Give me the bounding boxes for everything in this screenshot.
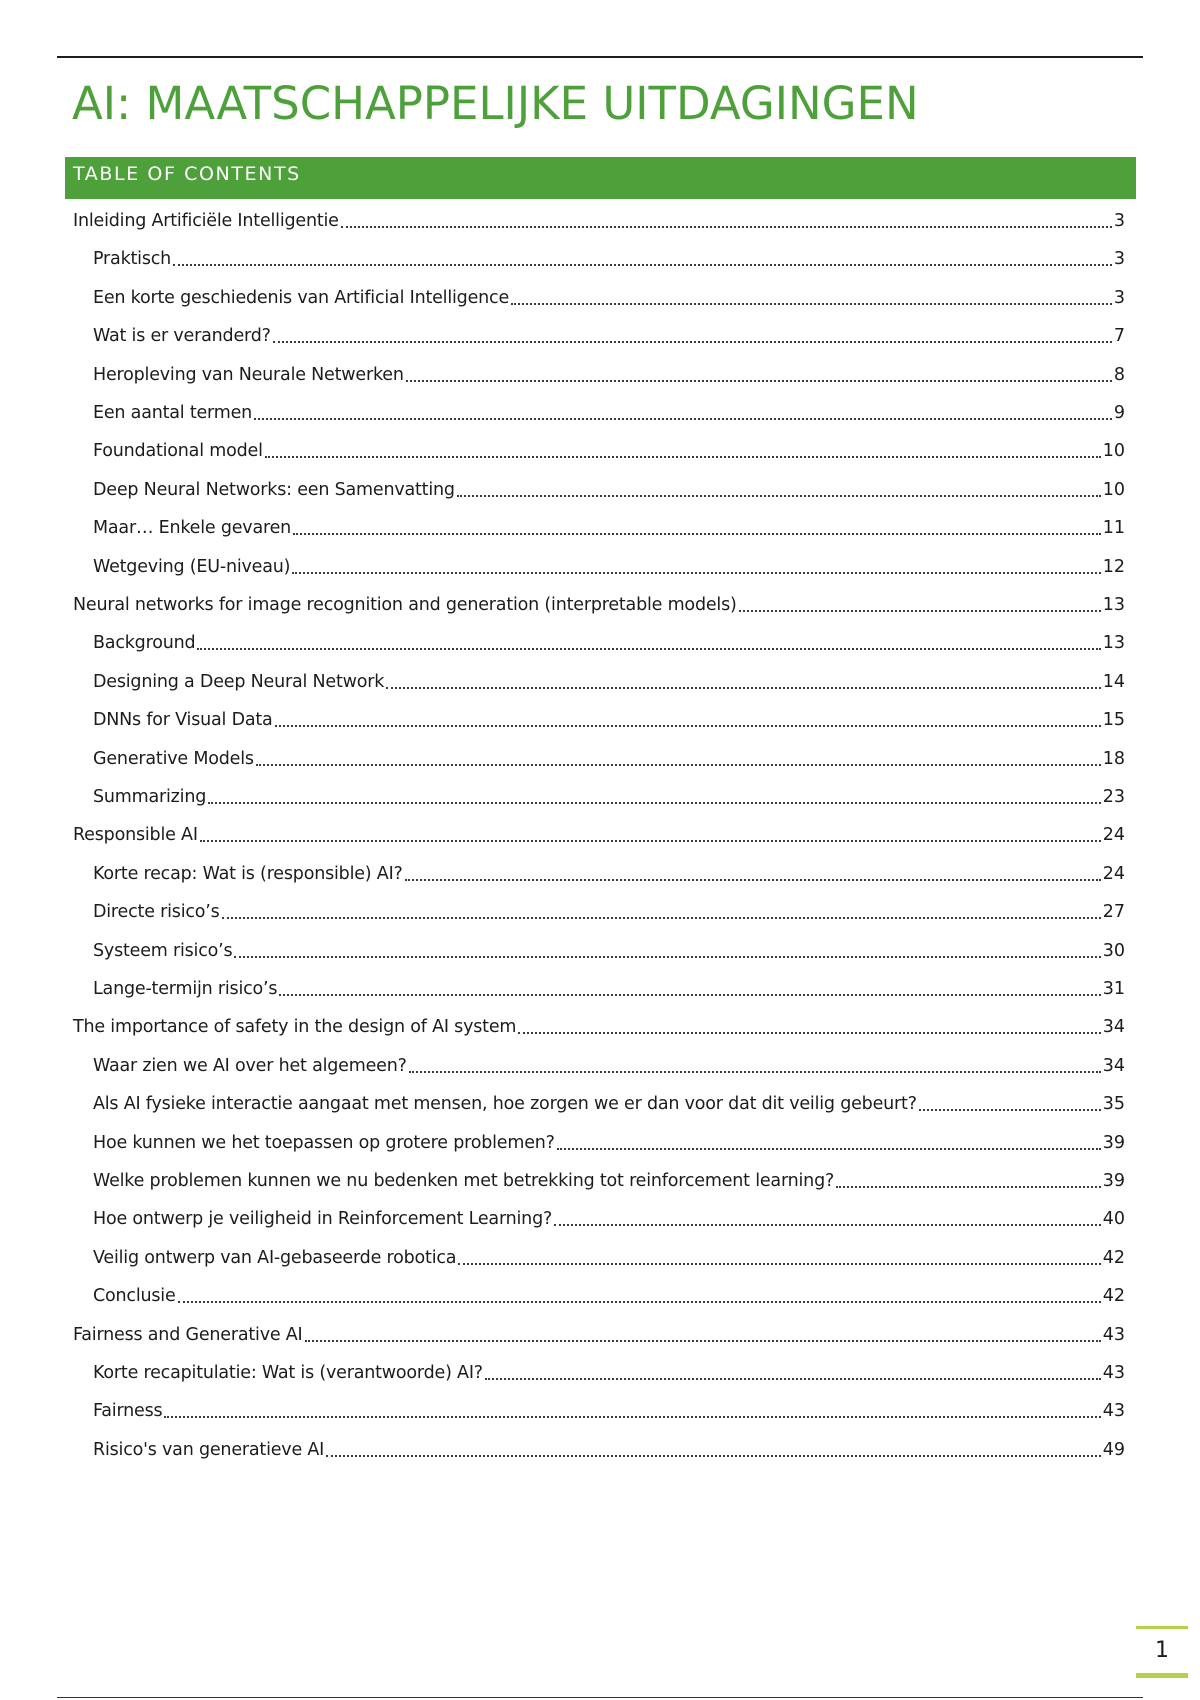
toc-entry-page-number: 24 xyxy=(1102,864,1125,884)
toc-dot-leader xyxy=(485,1378,1101,1380)
toc-entry-subsection[interactable] xyxy=(93,400,1125,426)
toc-entry-page-number: 7 xyxy=(1113,326,1125,346)
toc-entry-label: DNNs for Visual Data xyxy=(93,710,273,730)
toc-entry-page-number: 13 xyxy=(1102,595,1125,615)
page-number-box xyxy=(1136,1626,1188,1678)
toc-entry-label: Welke problemen kunnen we nu bedenken met betrekking tot reinforcement learning? xyxy=(93,1171,835,1191)
toc-dot-leader xyxy=(919,1109,1101,1111)
toc-dot-leader xyxy=(275,725,1101,727)
toc-entry-label: Fairness and Generative AI xyxy=(73,1325,303,1345)
toc-entry-subsection[interactable] xyxy=(93,669,1125,695)
toc-entry-page-number: 34 xyxy=(1102,1017,1125,1037)
toc-entry-subsection[interactable] xyxy=(93,899,1125,925)
toc-dot-leader xyxy=(836,1186,1101,1188)
toc-entry-label: Wetgeving (EU-niveau) xyxy=(93,557,291,577)
toc-entry-section[interactable] xyxy=(73,1322,1125,1348)
toc-entry-label: Conclusie xyxy=(93,1286,176,1306)
toc-entry-page-number: 49 xyxy=(1102,1440,1125,1460)
toc-entry-page-number: 42 xyxy=(1102,1286,1125,1306)
page-number: 1 xyxy=(1155,1638,1169,1663)
toc-entry-label: Heropleving van Neurale Netwerken xyxy=(93,365,404,385)
toc-entry-page-number: 10 xyxy=(1102,480,1125,500)
toc-entry-label: Een korte geschiedenis van Artificial Intelligence xyxy=(93,288,510,308)
toc-entry-page-number: 10 xyxy=(1102,441,1125,461)
toc-entry-label: Veilig ontwerp van AI-gebaseerde robotica xyxy=(93,1248,457,1268)
toc-entry-label: The importance of safety in the design of AI system xyxy=(73,1017,517,1037)
toc-entry-page-number: 30 xyxy=(1102,941,1125,961)
bottom-rule xyxy=(57,1697,1143,1698)
toc-entry-subsection[interactable] xyxy=(93,554,1125,580)
toc-dot-leader xyxy=(405,879,1101,881)
toc-dot-leader xyxy=(273,341,1112,343)
toc-entry-subsection[interactable] xyxy=(93,1437,1125,1463)
toc-entry-page-number: 3 xyxy=(1113,249,1125,269)
toc-entry-subsection[interactable] xyxy=(93,784,1125,810)
page-number-bottom-bar xyxy=(1136,1673,1188,1678)
toc-entry-subsection[interactable] xyxy=(93,746,1125,772)
toc-entry-subsection[interactable] xyxy=(93,1168,1125,1194)
toc-entry-label: Generative Models xyxy=(93,749,254,769)
toc-entry-page-number: 8 xyxy=(1113,365,1125,385)
toc-dot-leader xyxy=(254,418,1112,420)
toc-entry-page-number: 39 xyxy=(1102,1171,1125,1191)
toc-dot-leader xyxy=(386,687,1101,689)
toc-entry-page-number: 40 xyxy=(1102,1209,1125,1229)
toc-entry-subsection[interactable] xyxy=(93,477,1125,503)
top-rule xyxy=(57,56,1143,58)
toc-entry-subsection[interactable] xyxy=(93,1245,1125,1271)
toc-entry-page-number: 9 xyxy=(1113,403,1125,423)
toc-entry-section[interactable] xyxy=(73,1014,1125,1040)
toc-dot-leader xyxy=(256,764,1101,766)
toc-entry-label: Inleiding Artificiële Intelligentie xyxy=(73,211,339,231)
toc-entry-subsection[interactable] xyxy=(93,630,1125,656)
toc-entry-page-number: 3 xyxy=(1113,288,1125,308)
toc-entry-page-number: 24 xyxy=(1102,825,1125,845)
toc-entry-page-number: 3 xyxy=(1113,211,1125,231)
toc-dot-leader xyxy=(739,610,1101,612)
toc-entry-subsection[interactable] xyxy=(93,1091,1125,1117)
toc-dot-leader xyxy=(406,380,1112,382)
toc-dot-leader xyxy=(234,956,1100,958)
toc-entry-subsection[interactable] xyxy=(93,1130,1125,1156)
toc-entry-label: Neural networks for image recognition and generation (interpretable models) xyxy=(73,595,737,615)
toc-dot-leader xyxy=(265,456,1101,458)
toc-entry-label: Directe risico’s xyxy=(93,902,220,922)
toc-entry-page-number: 18 xyxy=(1102,749,1125,769)
toc-entry-subsection[interactable] xyxy=(93,976,1125,1002)
toc-entry-label: Een aantal termen xyxy=(93,403,253,423)
toc-entry-page-number: 43 xyxy=(1102,1401,1125,1421)
toc-entry-subsection[interactable] xyxy=(93,323,1125,349)
toc-entry-subsection[interactable] xyxy=(93,707,1125,733)
toc-entry-label: Hoe kunnen we het toepassen op grotere problemen? xyxy=(93,1133,555,1153)
toc-entry-page-number: 13 xyxy=(1102,633,1125,653)
toc-entry-label: Waar zien we AI over het algemeen? xyxy=(93,1056,407,1076)
toc-entry-page-number: 15 xyxy=(1102,710,1125,730)
toc-entry-subsection[interactable] xyxy=(93,861,1125,887)
toc-entry-label: Deep Neural Networks: een Samenvatting xyxy=(93,480,455,500)
toc-entry-page-number: 11 xyxy=(1102,518,1125,538)
document-title: AI: MAATSCHAPPELIJKE UITDAGINGEN xyxy=(72,77,919,130)
toc-entry-subsection[interactable] xyxy=(93,515,1125,541)
toc-dot-leader xyxy=(200,840,1101,842)
toc-dot-leader xyxy=(222,917,1101,919)
toc-entry-page-number: 14 xyxy=(1102,672,1125,692)
toc-dot-leader xyxy=(518,1032,1100,1034)
toc-entry-label: Foundational model xyxy=(93,441,263,461)
toc-dot-leader xyxy=(292,572,1100,574)
page-number-top-bar xyxy=(1136,1626,1188,1629)
toc-entry-label: Korte recap: Wat is (responsible) AI? xyxy=(93,864,403,884)
toc-dot-leader xyxy=(557,1148,1101,1150)
toc-entry-label: Designing a Deep Neural Network xyxy=(93,672,385,692)
toc-entry-section[interactable] xyxy=(73,822,1125,848)
toc-heading-banner xyxy=(65,157,1136,199)
toc-entry-label: Summarizing xyxy=(93,787,207,807)
toc-dot-leader xyxy=(458,1263,1100,1265)
toc-entry-label: Als AI fysieke interactie aangaat met mensen, hoe zorgen we er dan voor dat dit veilig gebeurt? xyxy=(93,1094,917,1114)
toc-dot-leader xyxy=(457,495,1101,497)
toc-entry-page-number: 27 xyxy=(1102,902,1125,922)
toc-entry-section[interactable] xyxy=(73,592,1125,618)
toc-entry-subsection[interactable] xyxy=(93,1283,1125,1309)
toc-dot-leader xyxy=(341,226,1112,228)
toc-entry-page-number: 34 xyxy=(1102,1056,1125,1076)
toc-dot-leader xyxy=(305,1340,1101,1342)
toc-dot-leader xyxy=(326,1455,1101,1457)
toc-dot-leader xyxy=(511,303,1112,305)
toc-entry-label: Fairness xyxy=(93,1401,163,1421)
toc-entry-page-number: 43 xyxy=(1102,1363,1125,1383)
toc-entry-label: Wat is er veranderd? xyxy=(93,326,271,346)
toc-entry-page-number: 39 xyxy=(1102,1133,1125,1153)
toc-heading: TABLE OF CONTENTS xyxy=(73,163,301,185)
toc-entry-subsection[interactable] xyxy=(93,1360,1125,1386)
toc-dot-leader xyxy=(279,994,1100,996)
toc-dot-leader xyxy=(197,648,1100,650)
toc-entry-label: Lange-termijn risico’s xyxy=(93,979,278,999)
toc-dot-leader xyxy=(293,533,1101,535)
toc-entry-page-number: 12 xyxy=(1102,557,1125,577)
toc-entry-page-number: 31 xyxy=(1102,979,1125,999)
toc-entry-label: Risico's van generatieve AI xyxy=(93,1440,325,1460)
toc-dot-leader xyxy=(554,1224,1101,1226)
toc-entry-page-number: 42 xyxy=(1102,1248,1125,1268)
toc-entry-subsection[interactable] xyxy=(93,1053,1125,1079)
toc-entry-label: Responsible AI xyxy=(73,825,198,845)
toc-entry-subsection[interactable] xyxy=(93,285,1125,311)
toc-entry-page-number: 43 xyxy=(1102,1325,1125,1345)
toc-dot-leader xyxy=(173,264,1112,266)
toc-dot-leader xyxy=(178,1301,1101,1303)
toc-entry-subsection[interactable] xyxy=(93,438,1125,464)
toc-entry-subsection[interactable] xyxy=(93,362,1125,388)
toc-dot-leader xyxy=(164,1416,1100,1418)
toc-entry-label: Background xyxy=(93,633,196,653)
toc-dot-leader xyxy=(208,802,1101,804)
toc-entry-page-number: 23 xyxy=(1102,787,1125,807)
toc-entry-section[interactable] xyxy=(73,208,1125,234)
toc-entry-label: Systeem risico’s xyxy=(93,941,233,961)
toc-dot-leader xyxy=(409,1071,1101,1073)
toc-entry-label: Maar… Enkele gevaren xyxy=(93,518,292,538)
toc-entry-subsection[interactable] xyxy=(93,1398,1125,1424)
toc-entry-subsection[interactable] xyxy=(93,246,1125,272)
toc-entry-page-number: 35 xyxy=(1102,1094,1125,1114)
toc-entry-label: Korte recapitulatie: Wat is (verantwoorde) AI? xyxy=(93,1363,483,1383)
toc-entry-subsection[interactable] xyxy=(93,938,1125,964)
toc-entry-subsection[interactable] xyxy=(93,1206,1125,1232)
toc-entry-label: Praktisch xyxy=(93,249,172,269)
toc-entry-label: Hoe ontwerp je veiligheid in Reinforcement Learning? xyxy=(93,1209,553,1229)
